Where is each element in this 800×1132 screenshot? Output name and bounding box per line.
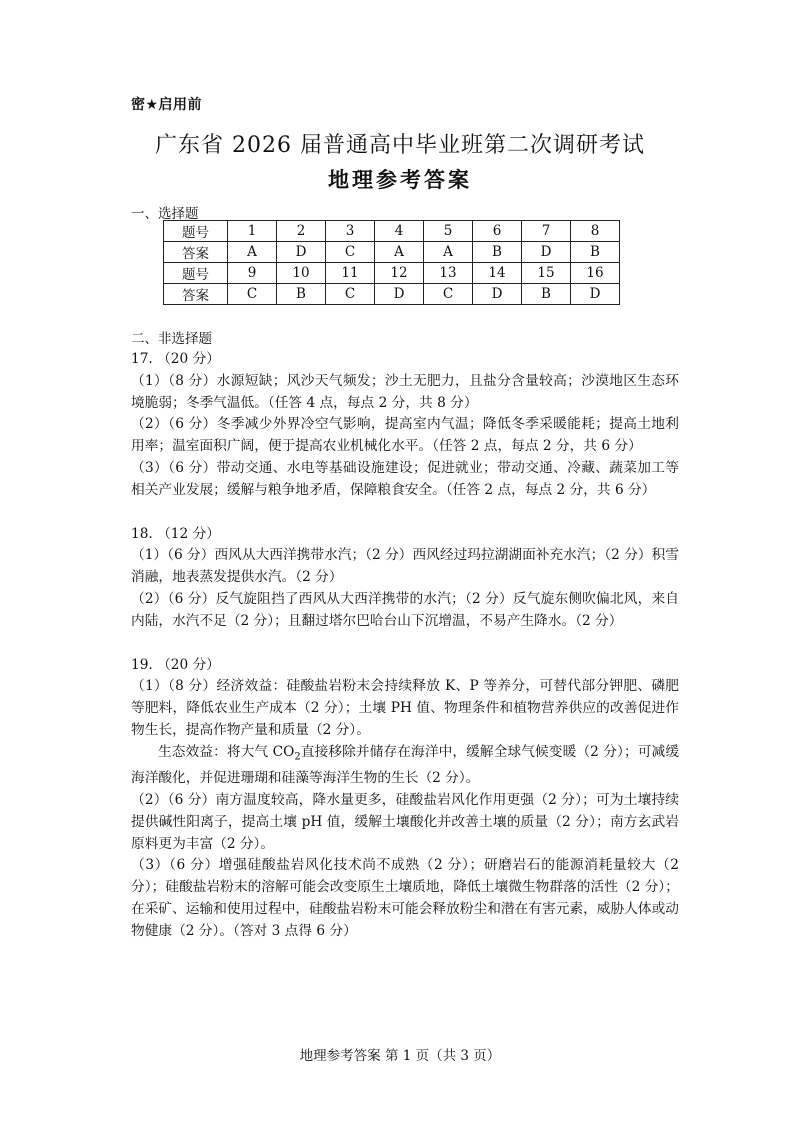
- answer-table-cell: 4: [375, 221, 424, 242]
- answer-table-cell: C: [326, 284, 375, 305]
- answer-table-cell: C: [326, 242, 375, 263]
- q18-answer-2: （2）（6 分）反气旋阻挡了西风从大西洋携带的水汽；（2 分）反气旋东侧吹偏北风，来自内陆，水汽不足（2 分）；且翻过塔尔巴哈台山下沉增温，不易产生降水。（2 分）: [131, 590, 679, 629]
- q17-answer-2: （2）（6 分）冬季减少外界冷空气影响，提高室内气温；降低冬季采暖能耗；提高土地利用率；温室面积广阔，便于提高农业机械化水平。（任答 2 点，每点 2 分，共 6 分）: [131, 416, 679, 455]
- q19-answer-1-ecology: [131, 742, 679, 790]
- answer-table-row-header: 答案: [164, 242, 228, 263]
- answer-table-cell: 14: [473, 263, 522, 284]
- section-choice-heading: 一、选择题: [131, 206, 199, 222]
- answer-table-cell: 11: [326, 263, 375, 284]
- q17-answer-1: （1）（8 分）水源短缺；风沙天气频发；沙土无肥力，且盐分含量较高；沙漠地区生态环境脆弱；冬季气温低。（任答 4 点，每点 2 分，共 8 分）: [131, 372, 679, 411]
- answer-table-cell: 16: [571, 263, 620, 284]
- page-footer: 地理参考答案 第 1 页（共 3 页）: [299, 1048, 501, 1064]
- answer-table-row: [164, 242, 620, 263]
- answer-table-cell: A: [375, 242, 424, 263]
- q19-heading: 19. （20 分）: [131, 656, 220, 673]
- answer-table-cell: D: [473, 284, 522, 305]
- answer-table-row-header: 题号: [164, 263, 228, 284]
- answer-table-cell: 7: [522, 221, 571, 242]
- q19-ecology-text-pre: 生态效益：将大气 CO: [158, 743, 295, 760]
- answer-table-row: [164, 284, 620, 305]
- answer-table-cell: 15: [522, 263, 571, 284]
- answer-table-cell: B: [571, 242, 620, 263]
- q19-answer-2: （2）（6 分）南方温度较高，降水量更多，硅酸盐岩风化作用更强（2 分）；可为土壤持续提供碱性阳离子，提高土壤 pH 值，缓解土壤酸化并改善土壤的质量（2 分）；南方玄武岩原料更为丰富（2 分）。: [131, 792, 679, 852]
- section-nonchoice-heading: 二、非选择题: [131, 331, 212, 347]
- confidential-mark: 密★启用前: [131, 97, 203, 113]
- choice-answer-table: [163, 220, 620, 305]
- answer-table-cell: C: [228, 284, 277, 305]
- answer-table-cell: B: [277, 284, 326, 305]
- answer-table-cell: D: [522, 242, 571, 263]
- q17-answer-3: （3）（6 分）带动交通、水电等基础设施建设；促进就业；带动交通、冷藏、蔬菜加工等相关产业发展；缓解与粮争地矛盾，保障粮食安全。（任答 2 点，每点 2 分，共 6 分）: [131, 459, 679, 498]
- answer-table-cell: 5: [424, 221, 473, 242]
- q18-heading: 18. （12 分）: [131, 525, 220, 542]
- answer-table-cell: 9: [228, 263, 277, 284]
- answer-table-cell: C: [424, 284, 473, 305]
- answer-table-cell: 10: [277, 263, 326, 284]
- q19-ecology-text-post: 直接移除并储存在海洋中，缓解全球气候变暖（2 分）；可减缓海洋酸化，并促进珊瑚和硅藻等海洋生物的生长（2 分）。: [131, 743, 680, 787]
- answer-table-cell: D: [375, 284, 424, 305]
- co2-subscript: 2: [294, 751, 301, 763]
- q17-heading: 17. （20 分）: [131, 351, 220, 367]
- answer-table-cell: D: [277, 242, 326, 263]
- answer-content: [131, 349, 679, 943]
- answer-table-cell: B: [522, 284, 571, 305]
- answer-table-cell: D: [571, 284, 620, 305]
- answer-table-cell: B: [473, 242, 522, 263]
- answer-table-row: [164, 221, 620, 242]
- exam-title: 广东省 2026 届普通高中毕业班第二次调研考试: [155, 133, 645, 158]
- answer-table-cell: 1: [228, 221, 277, 242]
- answer-table-cell: 8: [571, 221, 620, 242]
- answer-table-cell: 2: [277, 221, 326, 242]
- answer-table-row-header: 题号: [164, 221, 228, 242]
- q18-answer-1: （1）（6 分）西风从大西洋携带水汽；（2 分）西风经过玛拉湖湖面补充水汽；（2 分）积雪消融，地表蒸发提供水汽。（2 分）: [131, 547, 679, 586]
- document-subtitle: 地理参考答案: [328, 168, 472, 192]
- answer-table-row-header: 答案: [164, 284, 228, 305]
- q19-answer-3: （3）（6 分）增强硅酸盐岩风化技术尚不成熟（2 分）；研磨岩石的能源消耗量较大（2 分）；硅酸盐岩粉末的溶解可能会改变原生土壤质地，降低土壤微生物群落的活性（2 分）；在采矿、运输和使用过程中，硅酸盐岩粉末可能会释放粉尘和潜在有害元素，威胁人体或动物健康（2 分）。（答对 3 点得 6 分）: [131, 857, 679, 939]
- answer-table-cell: 13: [424, 263, 473, 284]
- answer-table-row: [164, 263, 620, 284]
- answer-table-cell: A: [228, 242, 277, 263]
- answer-table-cell: 6: [473, 221, 522, 242]
- q19-answer-1: （1）（8 分）经济效益：硅酸盐岩粉末会持续释放 K、P 等养分，可替代部分钾肥、磷肥等肥料，降低农业生产成本（2 分）；土壤 PH 值、物理条件和植物营养供应的改善促进作物生长，提高作物产量和质量（2 分）。: [131, 678, 679, 738]
- answer-table-cell: 12: [375, 263, 424, 284]
- answer-table-cell: A: [424, 242, 473, 263]
- spacer: [131, 633, 679, 655]
- spacer: [131, 502, 679, 524]
- answer-table-cell: 3: [326, 221, 375, 242]
